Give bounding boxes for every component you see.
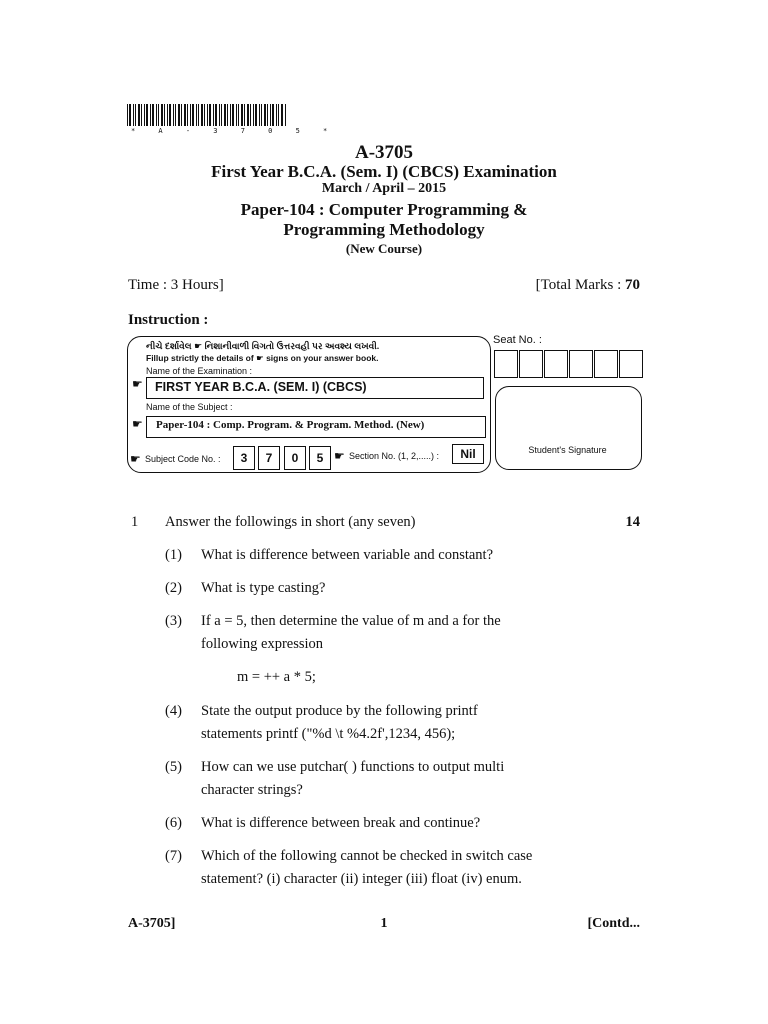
pointing-hand-icon: ☛ (130, 452, 141, 466)
pointing-hand-icon: ☛ (334, 449, 345, 463)
fillup-text-a: Fillup strictly the details of (146, 353, 254, 363)
exam-title: First Year B.C.A. (Sem. I) (CBCS) Examination (211, 162, 557, 181)
footer-code: A-3705] (128, 916, 176, 931)
seat-no-box (569, 350, 593, 378)
subject-code-label: Subject Code No. : (145, 454, 221, 464)
seat-no-box (519, 350, 543, 378)
subquestion-text: How can we use putchar( ) functions to output multi (201, 759, 505, 775)
exam-name-value: FIRST YEAR B.C.A. (SEM. I) (CBCS) (155, 380, 367, 394)
paper-code: A-3705 (354, 142, 414, 163)
course-label: (New Course) (345, 241, 423, 256)
section-label: Section No. (1, 2,.....) : (349, 451, 440, 461)
seat-no-box (619, 350, 643, 378)
gujarati-instruction: નીચે દર્શાવેલ ☛ નિશાનીવાળી વિગતો ઉત્તરવહી પર અવશ્ય લખવી. (146, 341, 380, 351)
subject-code-digit: 5 (309, 446, 331, 470)
signature-label: Student's Signature (528, 445, 607, 455)
subject-name-value: Paper-104 : Comp. Program. & Program. Method. (New) (156, 419, 425, 431)
seat-no-label: Seat No. : (493, 334, 542, 346)
paper-title-line2: Programming Methodology (283, 220, 485, 239)
question-number: 1 (131, 514, 139, 530)
footer-contd: [Contd... (587, 916, 640, 931)
seat-no-box (544, 350, 568, 378)
subquestion-number: (6) (165, 815, 182, 831)
barcode-text: * A - 3 7 0 5 * (131, 127, 337, 135)
pointing-hand-icon: ☛ (132, 417, 143, 431)
total-marks (536, 277, 640, 294)
subquestion-number: (2) (165, 580, 182, 596)
subquestion-number: (5) (165, 759, 182, 775)
subquestion-text: What is difference between break and continue? (201, 815, 481, 831)
seat-no-box (594, 350, 618, 378)
subquestion-text: State the output produce by the following printf (201, 703, 478, 719)
subject-code-digit: 7 (258, 446, 280, 470)
subquestion-text-line2: character strings? (201, 782, 303, 798)
subquestion-number: (7) (165, 848, 182, 864)
expression: m = ++ a * 5; (237, 669, 316, 685)
pointing-hand-icon: ☛ (256, 353, 264, 363)
barcode (127, 104, 287, 126)
instruction-heading: Instruction : (128, 312, 209, 328)
fillup-text-b: signs on your answer book. (266, 353, 379, 363)
total-marks-value: 70 (625, 277, 640, 293)
subquestion-number: (3) (165, 613, 182, 629)
paper-title-line1: Paper-104 : Computer Programming & (240, 200, 528, 219)
subject-code-digit: 0 (284, 446, 306, 470)
subquestion-text: Which of the following cannot be checked in switch case (201, 848, 533, 864)
subquestion-number: (1) (165, 547, 182, 563)
subquestion-text: What is type casting? (201, 580, 326, 596)
subquestion-text-line2: statement? (i) character (ii) integer (iii) float (iv) enum. (201, 871, 522, 887)
exam-session: March / April – 2015 (321, 181, 447, 196)
subject-code-digit: 3 (233, 446, 255, 470)
subject-name-label: Name of the Subject : (146, 402, 233, 412)
question-marks: 14 (625, 514, 640, 530)
section-value: Nil (452, 444, 484, 464)
exam-name-label: Name of the Examination : (146, 366, 253, 376)
pointing-hand-icon: ☛ (132, 377, 143, 391)
question-text: Answer the followings in short (any seven) (165, 514, 416, 530)
page-number: 1 (380, 916, 388, 931)
subquestion-number: (4) (165, 703, 182, 719)
seat-no-box (494, 350, 518, 378)
subquestion-text-line2: statements printf ("%d \t %4.2f',1234, 456); (201, 726, 456, 742)
subquestion-text: What is difference between variable and constant? (201, 547, 494, 563)
time-label: Time : 3 Hours] (128, 277, 224, 293)
subquestion-text: If a = 5, then determine the value of m and a for the (201, 613, 501, 629)
fillup-instruction (146, 353, 378, 364)
total-marks-label: [Total Marks : (535, 277, 625, 293)
subquestion-text-line2: following expression (201, 636, 324, 652)
signature-box (495, 386, 642, 470)
